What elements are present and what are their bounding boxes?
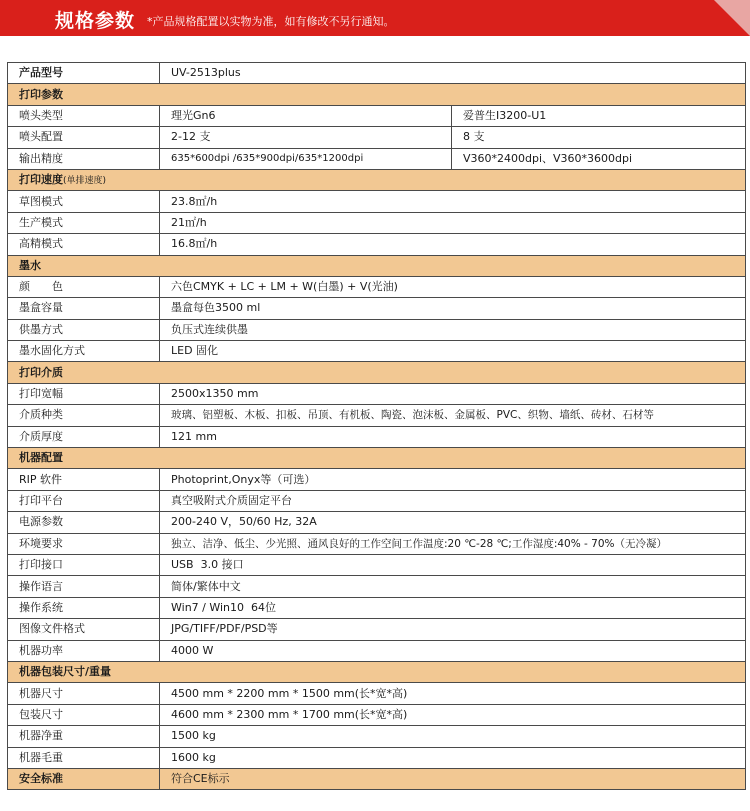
row-label: 喷头类型 [8, 105, 160, 126]
table-row [8, 469, 746, 490]
row-value: USB 3.0 接口 [160, 554, 746, 575]
table-row [8, 319, 746, 340]
table-row [8, 683, 746, 704]
table-row [8, 63, 746, 84]
row-value: 真空吸附式介质固定平台 [160, 490, 746, 511]
row-label: 供墨方式 [8, 319, 160, 340]
table-row [8, 490, 746, 511]
section-header [8, 84, 746, 105]
row-value: Win7 / Win10 64位 [160, 597, 746, 618]
table-row [8, 554, 746, 575]
section-header [8, 255, 746, 276]
row-value: 简体/繁体中文 [160, 576, 746, 597]
table-row [8, 405, 746, 426]
table-row [8, 191, 746, 212]
table-row [8, 212, 746, 233]
header-note: *产品规格配置以实物为准，如有修改不另行通知。 [147, 15, 395, 28]
section-header [8, 448, 746, 469]
table-row [8, 704, 746, 725]
section-subtitle: (单排速度) [63, 175, 107, 186]
table-row [8, 105, 746, 126]
section-title: 墨水 [8, 255, 746, 276]
header-banner [0, 0, 750, 36]
row-value: 1500 kg [160, 726, 746, 747]
spec-table [7, 62, 746, 790]
row-value: LED 固化 [160, 341, 746, 362]
row-value-alt: 8 支 [452, 127, 746, 148]
row-label: 机器净重 [8, 726, 160, 747]
row-label: 电源参数 [8, 512, 160, 533]
table-row [8, 383, 746, 404]
section-title: 打印速度 [19, 172, 63, 186]
row-value-alt: 爱普生I3200-U1 [452, 105, 746, 126]
row-value: UV-2513plus [160, 63, 746, 84]
row-value: JPG/TIFF/PDF/PSD等 [160, 619, 746, 640]
row-value: 玻璃、铝塑板、木板、扣板、吊顶、有机板、陶瓷、泡沫板、金属板、PVC、织物、墙纸、砖材、石材等 [160, 405, 746, 426]
row-label: 输出精度 [8, 148, 160, 169]
row-label: 草图模式 [8, 191, 160, 212]
section-title: 安全标准 [8, 768, 160, 789]
row-value: 独立、洁净、低尘、少光照、通风良好的工作空间工作温度:20 ℃-28 ℃;工作湿度:40% - 70%（无冷凝） [160, 533, 746, 554]
row-label: 介质厚度 [8, 426, 160, 447]
row-value: 635*600dpi /635*900dpi/635*1200dpi [160, 148, 452, 169]
row-value: 2500x1350 mm [160, 383, 746, 404]
row-value: 200-240 V，50/60 Hz, 32A [160, 512, 746, 533]
row-label: 高精模式 [8, 234, 160, 255]
row-label: 图像文件格式 [8, 619, 160, 640]
row-label: 颜 色 [8, 276, 160, 297]
row-value: 121 mm [160, 426, 746, 447]
row-value: 墨盒每色3500 ml [160, 298, 746, 319]
row-label: 打印宽幅 [8, 383, 160, 404]
table-row [8, 276, 746, 297]
table-row [8, 747, 746, 768]
row-value: 1600 kg [160, 747, 746, 768]
row-value: 4600 mm * 2300 mm * 1700 mm(长*宽*高) [160, 704, 746, 725]
section-header [8, 362, 746, 383]
table-row [8, 533, 746, 554]
row-value-alt: V360*2400dpi、V360*3600dpi [452, 148, 746, 169]
row-label: 操作系统 [8, 597, 160, 618]
row-label: 生产模式 [8, 212, 160, 233]
table-row [8, 148, 746, 169]
row-label: 机器尺寸 [8, 683, 160, 704]
table-row [8, 127, 746, 148]
row-label: 操作语言 [8, 576, 160, 597]
table-row [8, 426, 746, 447]
table-row [8, 726, 746, 747]
row-value: 理光Gn6 [160, 105, 452, 126]
row-value: Photoprint,Onyx等（可选） [160, 469, 746, 490]
table-row [8, 512, 746, 533]
row-value: 2-12 支 [160, 127, 452, 148]
table-row [8, 298, 746, 319]
section-title: 打印介质 [8, 362, 746, 383]
row-label: 包装尺寸 [8, 704, 160, 725]
section-title: 打印参数 [8, 84, 746, 105]
row-label: 机器毛重 [8, 747, 160, 768]
table-row [8, 341, 746, 362]
row-label: 墨水固化方式 [8, 341, 160, 362]
row-label: 墨盒容量 [8, 298, 160, 319]
row-value: 符合CE标示 [160, 768, 746, 789]
row-label: 产品型号 [8, 63, 160, 84]
table-row [8, 576, 746, 597]
row-value: 六色CMYK + LC + LM + W(白墨) + V(光油) [160, 276, 746, 297]
table-row [8, 619, 746, 640]
section-header [8, 169, 746, 190]
row-value: 负压式连续供墨 [160, 319, 746, 340]
table-row [8, 640, 746, 661]
row-label: RIP 软件 [8, 469, 160, 490]
section-header [8, 768, 746, 789]
section-title: 机器配置 [8, 448, 746, 469]
table-row [8, 234, 746, 255]
row-value: 16.8㎡/h [160, 234, 746, 255]
row-value: 23.8㎡/h [160, 191, 746, 212]
row-label: 环境要求 [8, 533, 160, 554]
row-value: 4500 mm * 2200 mm * 1500 mm(长*宽*高) [160, 683, 746, 704]
row-label: 打印平台 [8, 490, 160, 511]
table-row [8, 597, 746, 618]
row-label: 打印接口 [8, 554, 160, 575]
page-title: 规格参数 [55, 10, 136, 32]
section-title: 机器包装尺寸/重量 [8, 661, 746, 682]
row-label: 机器功率 [8, 640, 160, 661]
row-value: 21㎡/h [160, 212, 746, 233]
header-corner-decoration [714, 0, 750, 36]
row-label: 喷头配置 [8, 127, 160, 148]
row-value: 4000 W [160, 640, 746, 661]
row-label: 介质种类 [8, 405, 160, 426]
section-header [8, 661, 746, 682]
